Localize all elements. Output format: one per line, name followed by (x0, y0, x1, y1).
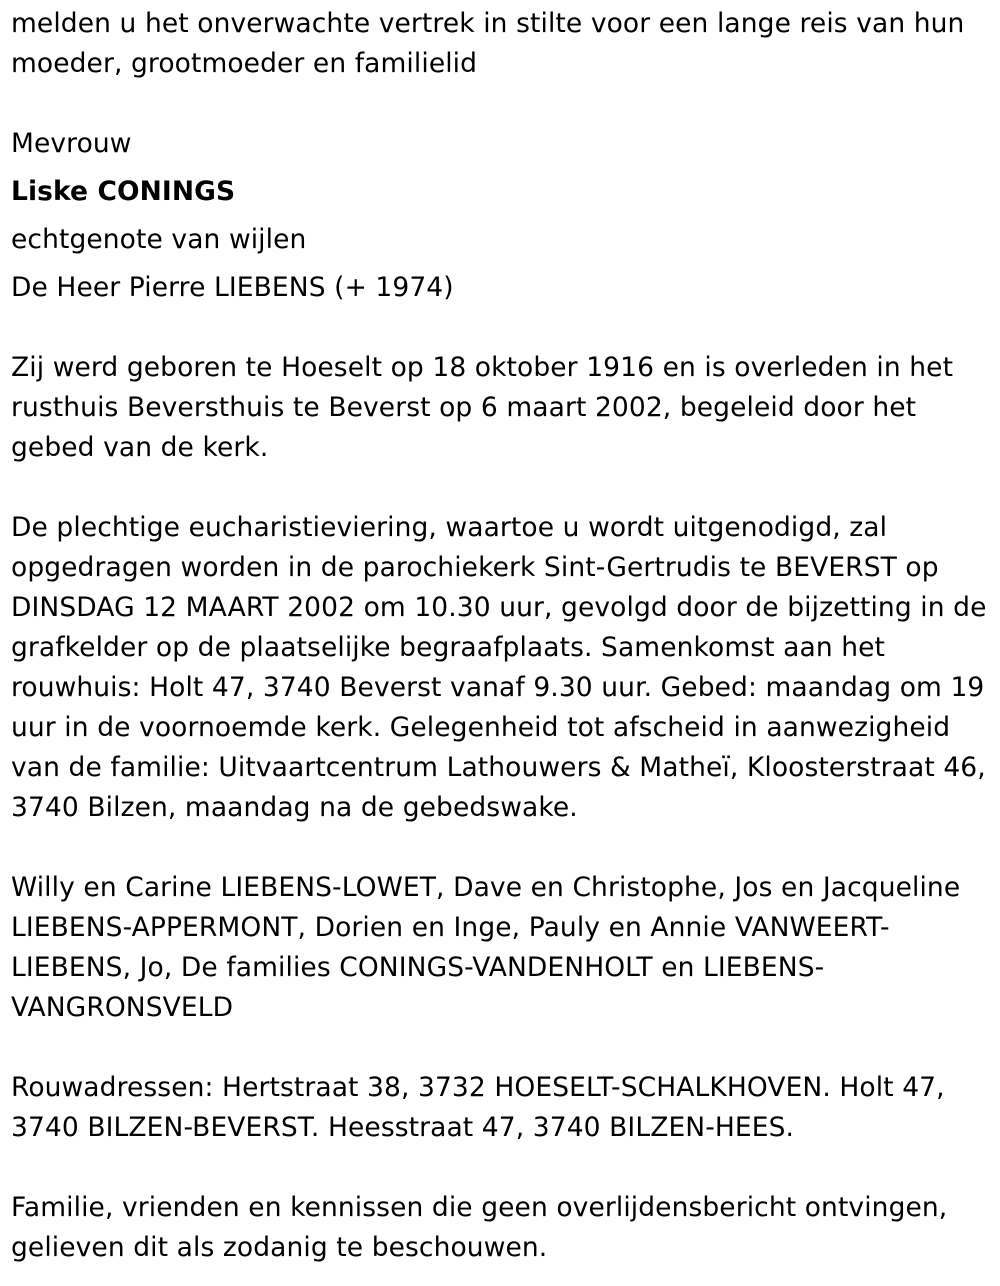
closing-paragraph: Familie, vrienden en kennissen die geen overlijdensbericht ontvingen, gelieven dit als zodanig te beschouwen. (11, 1192, 948, 1263)
obituary-notice (11, 4, 991, 1268)
spacer (11, 1028, 991, 1068)
spacer (11, 212, 991, 220)
spacer (11, 468, 991, 508)
spouse-name: De Heer Pierre LIEBENS (+ 1974) (11, 272, 454, 303)
spacer (11, 308, 991, 348)
birth-death-paragraph: Zij werd geboren te Hoeselt op 18 oktober 1916 en is overleden in het rusthuis Beversthuis te Beverst op 6 maart 2002, begeleid door het gebed van de kerk. (11, 352, 954, 463)
spacer (11, 84, 991, 124)
addresses-paragraph: Rouwadressen: Hertstraat 38, 3732 HOESELT-SCHALKHOVEN. Holt 47, 3740 BILZEN-BEVERST. Heesstraat 47, 3740 BILZEN-HEES. (11, 1072, 945, 1143)
spacer (11, 1148, 991, 1188)
deceased-name: Liske CONINGS (11, 176, 236, 207)
ceremony-paragraph: De plechtige eucharistieviering, waartoe u wordt uitgenodigd, zal opgedragen worden in de parochiekerk Sint-Gertrudis te BEVERST op DINSDAG 12 MAART 2002 om 10.30 uur, gevolgd door de bijzetting in de grafkelder op de plaatselijke begraafplaats. Samenkomst aan het rouwhuis: Holt 47, 3740 Beverst vanaf 9.30 uur. Gebed: maandag om 19 uur in de voornoemde kerk. Gelegenheid tot afscheid in aanwezigheid van de familie: Uitvaartcentrum Lathouwers & Matheï, Kloosterstraat 46, 3740 Bilzen, maandag na de gebedswake. (11, 512, 987, 823)
spacer (11, 260, 991, 268)
salutation: Mevrouw (11, 128, 132, 159)
spacer (11, 828, 991, 868)
relation-text: echtgenote van wijlen (11, 224, 307, 255)
family-paragraph: Willy en Carine LIEBENS-LOWET, Dave en Christophe, Jos en Jacqueline LIEBENS-APPERMONT, Dorien en Inge, Pauly en Annie VANWEERT-LIEBENS, Jo, De families CONINGS-VANDENHOLT en LIEBENS-VANGRONSVELD (11, 872, 961, 1023)
spacer (11, 164, 991, 172)
intro-paragraph: melden u het onverwachte vertrek in stilte voor een lange reis van hun moeder, grootmoeder en familielid (11, 8, 965, 79)
